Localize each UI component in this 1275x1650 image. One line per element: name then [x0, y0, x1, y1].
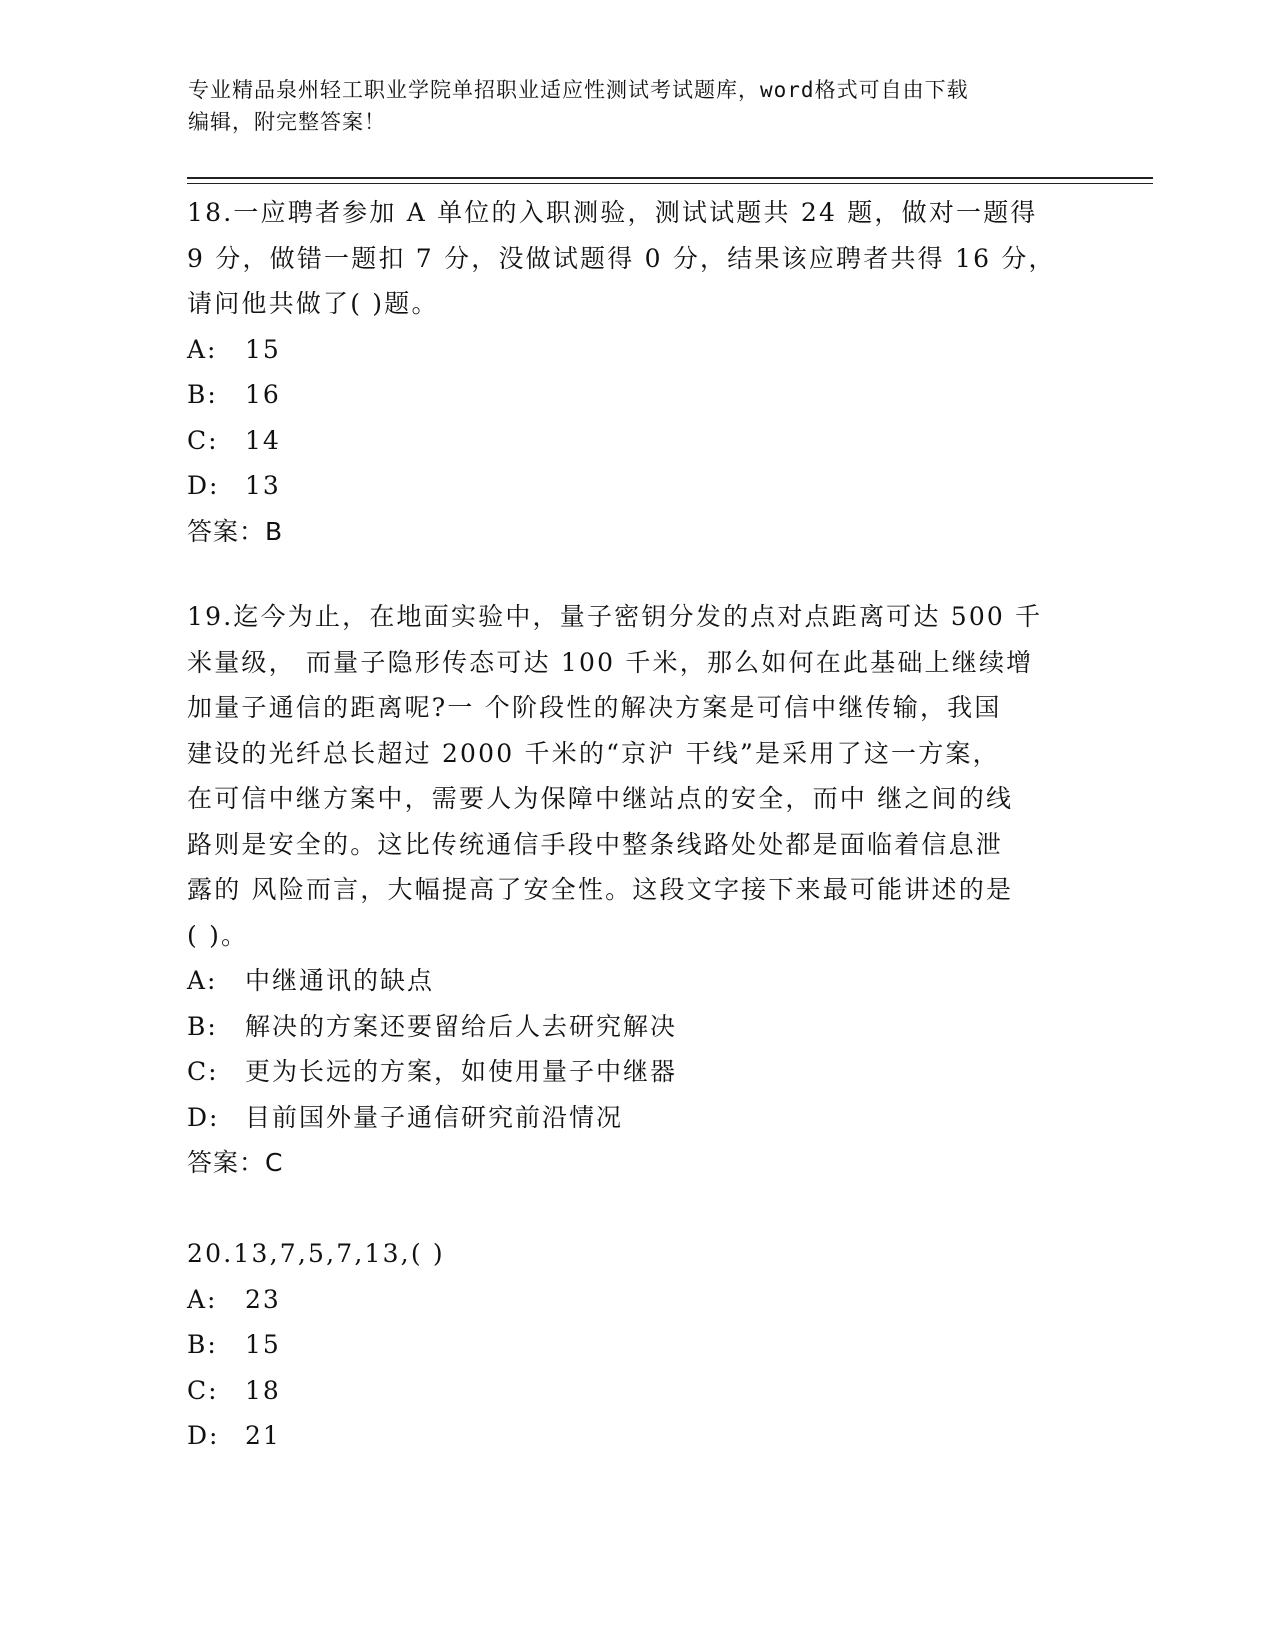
- option-text: 15: [245, 334, 281, 364]
- question-stem-line: 20.13,7,5,7,13,( ): [187, 1239, 445, 1268]
- question-18: [187, 190, 1056, 554]
- question-20: [187, 1231, 445, 1459]
- question-stem-line: ( )。: [187, 920, 249, 950]
- header-divider-thin: [187, 183, 1153, 184]
- option-letter: D:: [187, 1102, 220, 1132]
- question-19: [187, 594, 1042, 1186]
- option-text: 21: [245, 1421, 281, 1450]
- option-b: [187, 1004, 1042, 1050]
- question-stem-line: 建设的光纤总长超过 2000 千米的“京沪 干线”是采用了这一方案，: [187, 738, 1000, 768]
- option-b: [187, 372, 1056, 418]
- option-c: [187, 418, 1056, 464]
- header-divider-thick: [187, 177, 1153, 179]
- question-stem-line: 在可信中继方案中，需要人为保障中继站点的安全，而中 继之间的线: [187, 784, 1014, 813]
- option-text: 18: [245, 1375, 281, 1405]
- option-letter: A:: [187, 1284, 218, 1314]
- option-letter: C:: [187, 1057, 219, 1086]
- option-a: [187, 327, 1056, 373]
- option-text: 中继通讯的缺点: [245, 966, 435, 995]
- option-letter: B:: [187, 1330, 218, 1359]
- answer-text: 答案：B: [187, 516, 284, 546]
- question-stem-line: 米量级， 而量子隐形传态可达 100 千米，那么如何在此基础上继续增: [187, 647, 1034, 677]
- option-c: [187, 1049, 1042, 1095]
- question-stem-line: 加量子通信的距离呢?一 个阶段性的解决方案是可信中继传输，我国: [187, 693, 1002, 722]
- option-text: 目前国外量子通信研究前沿情况: [245, 1102, 624, 1132]
- option-c: [187, 1368, 445, 1414]
- header-line-1: 专业精品泉州轻工职业学院单招职业适应性测试考试题库，word格式可自由下载: [188, 78, 969, 102]
- option-b: [187, 1322, 445, 1368]
- option-text: 14: [245, 425, 281, 455]
- question-stem-line: 9 分，做错一题扣 7 分，没做试题得 0 分，结果该应聘者共得 16 分，: [187, 243, 1056, 273]
- option-a: [187, 958, 1042, 1004]
- document-header: [188, 74, 1088, 138]
- option-text: 更为长远的方案，如使用量子中继器: [245, 1057, 678, 1086]
- option-letter: A:: [187, 334, 218, 364]
- question-stem-line: 露的 风险而言，大幅提高了安全性。这段文字接下来最可能讲述的是: [187, 875, 1014, 904]
- option-text: 15: [245, 1330, 281, 1359]
- option-letter: B:: [187, 380, 218, 409]
- option-d: [187, 463, 1056, 509]
- option-text: 23: [245, 1284, 281, 1314]
- option-text: 解决的方案还要留给后人去研究解决: [245, 1011, 678, 1041]
- option-d: [187, 1413, 445, 1459]
- option-text: 16: [245, 380, 281, 409]
- option-a: [187, 1277, 445, 1323]
- question-stem-line: 18.一应聘者参加 A 单位的入职测验，测试试题共 24 题，做对一题得: [187, 198, 1038, 227]
- question-stem-line: 路则是安全的。这比传统通信手段中整条线路处处都是面临着信息泄: [187, 829, 1004, 859]
- answer-text: 答案：C: [187, 1148, 284, 1177]
- question-stem-line: 请问他共做了( )题。: [187, 289, 439, 318]
- option-d: [187, 1095, 1042, 1141]
- option-letter: D:: [187, 1421, 220, 1450]
- header-line-2: 编辑，附完整答案！: [188, 110, 386, 134]
- option-text: 13: [245, 471, 281, 500]
- option-letter: D:: [187, 471, 220, 500]
- option-letter: C:: [187, 1375, 219, 1405]
- option-letter: B:: [187, 1011, 218, 1041]
- option-letter: C:: [187, 425, 219, 455]
- option-letter: A:: [187, 966, 218, 995]
- question-stem-line: 19.迄今为止，在地面实验中，量子密钥分发的点对点距离可达 500 千: [187, 602, 1043, 631]
